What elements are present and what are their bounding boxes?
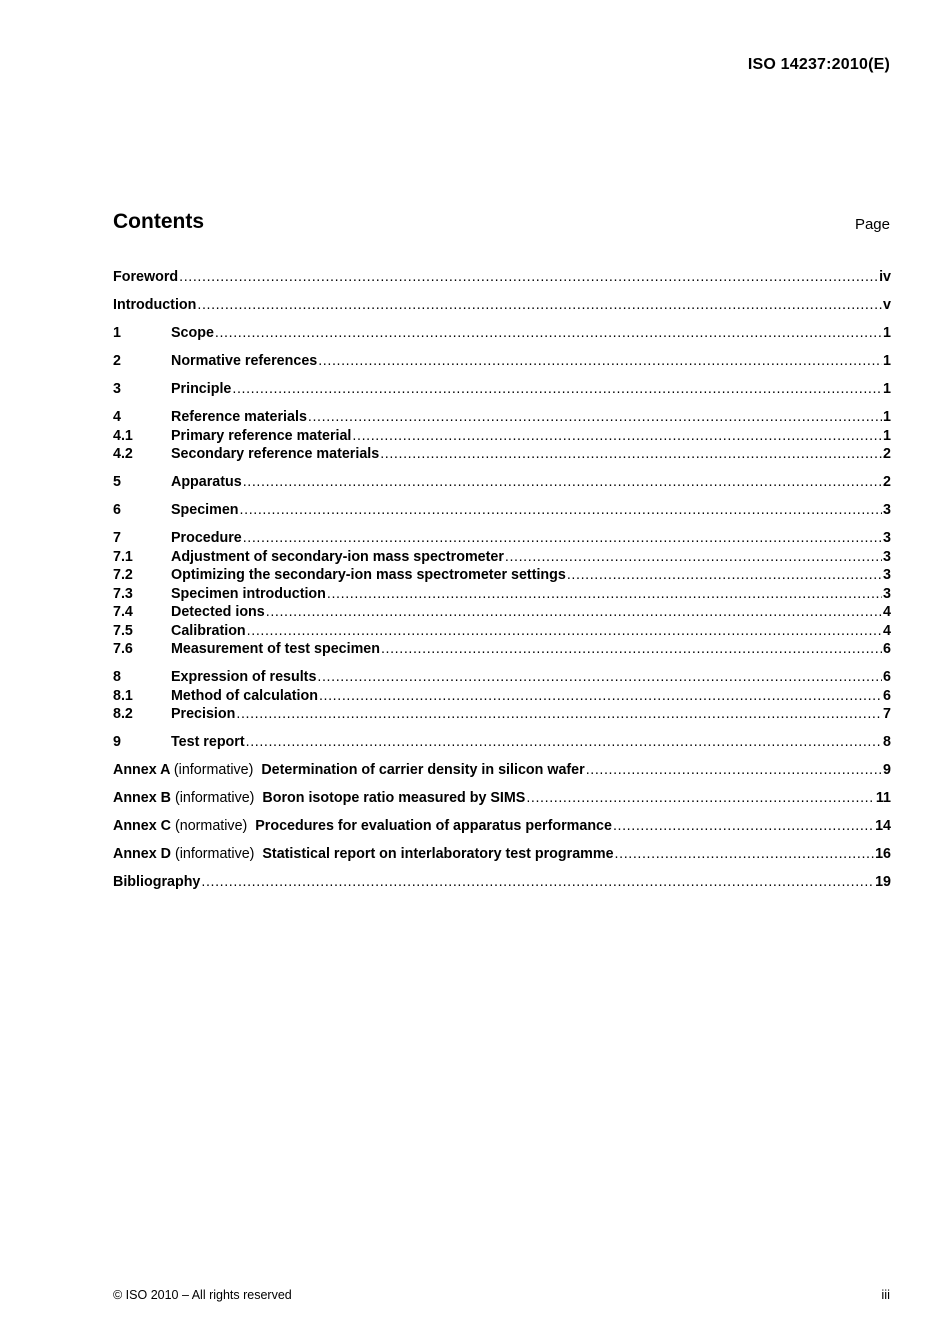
toc-entry[interactable] [113, 789, 891, 808]
toc-entry-number: 7.4 [113, 604, 133, 620]
toc-entry-number: 2 [113, 353, 121, 369]
toc-entry[interactable] [113, 473, 891, 492]
toc-entry-number: 3 [113, 381, 121, 397]
dot-leader [201, 873, 874, 892]
toc-entry-number: 7.3 [113, 585, 133, 602]
toc-entry-title: Measurement of test specimen [171, 641, 380, 657]
toc-entry-title: Bibliography [113, 874, 201, 890]
dot-leader [381, 640, 882, 659]
annex-label: Annex D [113, 846, 171, 862]
toc-entry-number: 6 [113, 502, 121, 518]
toc-entry-page: 19 [875, 874, 891, 890]
toc-entry-page: 4 [883, 604, 891, 620]
toc-entry-page: 1 [883, 409, 891, 425]
toc-entry[interactable] [113, 445, 891, 464]
dot-leader [232, 380, 882, 399]
toc-entry[interactable] [113, 566, 891, 585]
toc-entry[interactable] [113, 761, 891, 780]
dot-leader [215, 324, 882, 343]
toc-entry-title: Procedure [171, 530, 242, 546]
toc-entry-number: 7.2 [113, 567, 133, 583]
toc-entry-page: 6 [883, 687, 891, 704]
dot-leader [240, 501, 883, 520]
toc-entry-page: 6 [883, 641, 891, 657]
toc-entry-page: v [883, 297, 891, 313]
toc-entry-page: 3 [883, 567, 891, 583]
toc-entry[interactable] [113, 668, 891, 687]
toc-entry-title: Optimizing the secondary-ion mass spectrometer settings [171, 567, 566, 583]
dot-leader [247, 622, 882, 641]
table-of-contents [113, 268, 891, 892]
toc-entry-page: 14 [875, 818, 891, 834]
toc-entry-number: 7.1 [113, 548, 133, 565]
toc-entry[interactable] [113, 640, 891, 659]
toc-entry-page: 3 [883, 548, 891, 565]
toc-entry-page: 8 [883, 734, 891, 750]
toc-entry-page: 16 [875, 846, 891, 862]
page-column-label: Page [854, 216, 890, 233]
toc-entry-number: 8 [113, 669, 121, 685]
toc-entry-number: 4.1 [113, 427, 133, 444]
toc-entry[interactable] [113, 268, 891, 287]
toc-entry-number: 1 [113, 325, 121, 341]
document-id: ISO 14237:2010(E) [747, 56, 890, 73]
annex-label: Annex C [113, 818, 171, 834]
toc-entry-title [113, 789, 525, 808]
toc-entry[interactable] [113, 296, 891, 315]
dot-leader [317, 668, 882, 687]
dot-leader [526, 789, 875, 808]
toc-entry-title: Calibration [171, 622, 246, 639]
annex-kind: (informative) [173, 762, 254, 778]
toc-entry[interactable] [113, 380, 891, 399]
toc-entry-title: Specimen [171, 502, 239, 518]
dot-leader [613, 817, 874, 836]
toc-entry-title [113, 761, 585, 780]
toc-entry-page: 7 [883, 706, 891, 722]
toc-entry[interactable] [113, 845, 891, 864]
toc-entry-page: 1 [883, 353, 891, 369]
toc-entry[interactable] [113, 817, 891, 836]
toc-entry-number: 7.5 [113, 622, 133, 639]
dot-leader [352, 427, 882, 446]
toc-entry[interactable] [113, 687, 891, 706]
toc-entry[interactable] [113, 408, 891, 427]
toc-entry[interactable] [113, 585, 891, 604]
toc-entry[interactable] [113, 427, 891, 446]
toc-entry[interactable] [113, 501, 891, 520]
toc-entry-title: Primary reference material [171, 427, 352, 444]
toc-entry-title: Principle [171, 381, 232, 397]
toc-entry-number: 9 [113, 734, 121, 750]
toc-entry-title: Scope [171, 325, 214, 341]
annex-label: Annex A [113, 762, 170, 778]
dot-leader [615, 845, 875, 864]
toc-entry-number: 8.2 [113, 706, 133, 722]
toc-entry-page: 1 [883, 381, 891, 397]
toc-entry-title: Adjustment of secondary-ion mass spectrometer [171, 548, 504, 565]
contents-title: Contents [113, 210, 204, 233]
dot-leader [505, 548, 882, 567]
footer-copyright: © ISO 2010 – All rights reserved [113, 1288, 292, 1302]
toc-entry[interactable] [113, 705, 891, 724]
annex-title: Boron isotope ratio measured by SIMS [262, 790, 526, 806]
toc-entry-page: 2 [883, 446, 891, 462]
toc-entry-number: 4 [113, 409, 121, 425]
toc-entry[interactable] [113, 603, 891, 622]
annex-label: Annex B [113, 790, 171, 806]
toc-entry-page: 6 [883, 669, 891, 685]
toc-entry-title: Foreword [113, 269, 179, 285]
toc-entry-page: iv [879, 269, 891, 285]
toc-entry-title [113, 845, 614, 864]
toc-entry-title: Secondary reference materials [171, 446, 380, 462]
annex-kind: (informative) [174, 846, 255, 862]
annex-title: Statistical report on interlaboratory test programme [262, 846, 614, 862]
toc-entry-page: 3 [883, 502, 891, 518]
toc-entry-title [113, 817, 612, 836]
dot-leader [567, 566, 882, 585]
toc-entry[interactable] [113, 352, 891, 371]
toc-entry-page: 11 [875, 790, 891, 806]
toc-entry-page: 3 [883, 585, 891, 602]
toc-entry-number: 7.6 [113, 641, 133, 657]
dot-leader [179, 268, 878, 287]
toc-entry-number: 5 [113, 474, 121, 490]
dot-leader [319, 687, 882, 706]
annex-title: Procedures for evaluation of apparatus performance [255, 818, 612, 834]
toc-entry-title: Reference materials [171, 409, 307, 425]
toc-entry-title: Precision [171, 706, 236, 722]
dot-leader [266, 603, 882, 622]
footer-page-number: iii [881, 1287, 890, 1302]
toc-entry-title: Normative references [171, 353, 318, 369]
toc-entry[interactable] [113, 324, 891, 343]
dot-leader [308, 408, 882, 427]
dot-leader [327, 585, 882, 604]
annex-kind: (normative) [174, 818, 248, 834]
toc-entry-page: 9 [883, 762, 891, 778]
toc-entry[interactable] [113, 733, 891, 752]
toc-entry-title: Apparatus [171, 474, 242, 490]
dot-leader [586, 761, 882, 780]
dot-leader [197, 296, 882, 315]
dot-leader [243, 529, 882, 548]
toc-entry[interactable] [113, 548, 891, 567]
dot-leader [243, 473, 882, 492]
toc-entry[interactable] [113, 529, 891, 548]
toc-entry-number: 8.1 [113, 687, 133, 704]
toc-entry-number: 4.2 [113, 446, 133, 462]
annex-kind: (informative) [174, 790, 255, 806]
toc-entry[interactable] [113, 873, 891, 892]
toc-entry-title: Method of calculation [171, 687, 318, 704]
dot-leader [380, 445, 882, 464]
toc-entry-title: Test report [171, 734, 245, 750]
toc-entry[interactable] [113, 622, 891, 641]
toc-entry-title: Introduction [113, 297, 197, 313]
dot-leader [236, 705, 882, 724]
toc-entry-number: 7 [113, 530, 121, 546]
dot-leader [246, 733, 882, 752]
toc-entry-title: Expression of results [171, 669, 317, 685]
dot-leader [318, 352, 882, 371]
toc-entry-page: 1 [883, 427, 891, 444]
toc-entry-page: 3 [883, 530, 891, 546]
annex-title: Determination of carrier density in silicon wafer [261, 762, 585, 778]
toc-entry-page: 4 [883, 622, 891, 639]
toc-entry-page: 2 [883, 474, 891, 490]
toc-entry-title: Detected ions [171, 604, 265, 620]
toc-entry-title: Specimen introduction [171, 585, 326, 602]
toc-entry-page: 1 [883, 325, 891, 341]
